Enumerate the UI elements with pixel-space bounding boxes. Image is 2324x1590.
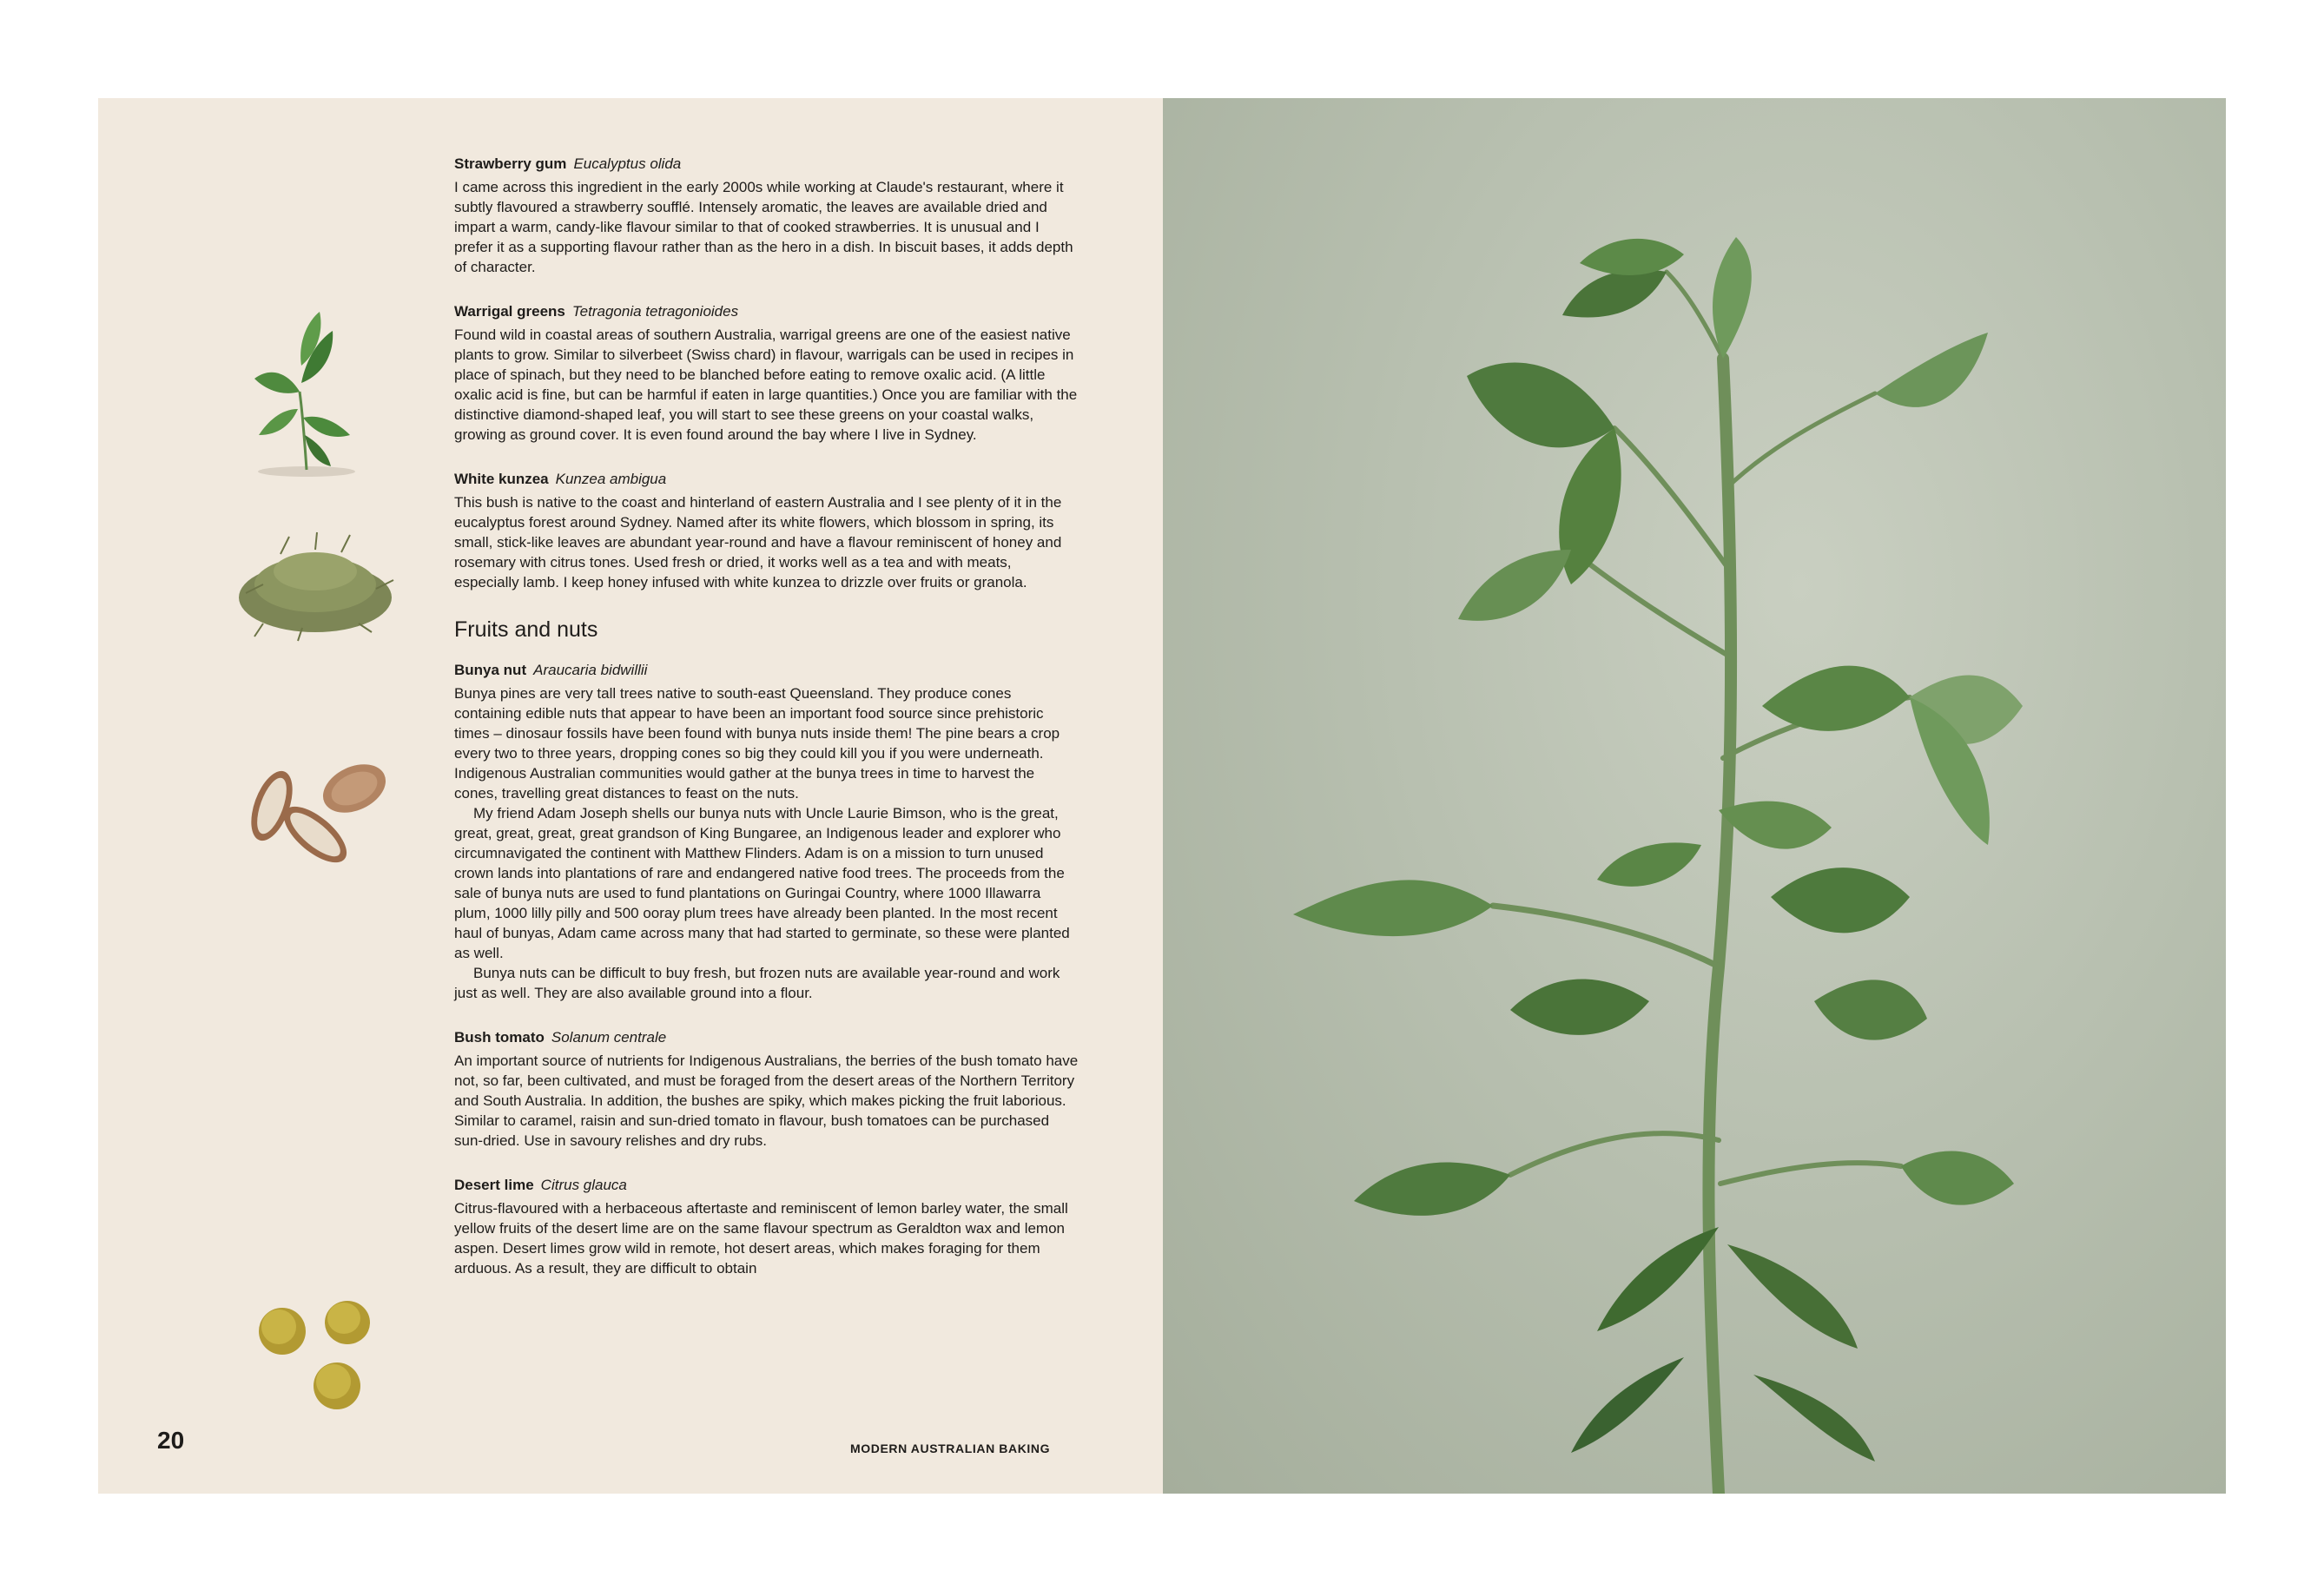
text-column: [454, 154, 1079, 1303]
latin-name: Citrus glauca: [540, 1177, 627, 1193]
desert-lime-illustration: [250, 1283, 389, 1414]
entry-paragraph: This bush is native to the coast and hinterland of eastern Australia and I see plenty of it in the eucalyptus forest around Sydney. Named after its white flowers, which blossom in spring, its small, stick-like leaves are abundant year-round and have a flavour reminiscent of honey and rosemary with citrus tones. Used fresh or dried, it works well as a tea and with meats, especially lamb. I keep honey infused with white kunzea to drizzle over fruits or granola.: [454, 494, 1062, 590]
latin-name: Solanum centrale: [551, 1029, 667, 1046]
entry-title: [454, 469, 1079, 490]
entry-paragraph: Citrus-flavoured with a herbaceous aftertaste and reminiscent of lemon barley water, the small yellow fruits of the desert lime are on the same flavour spectrum as Geraldton wax and lemon aspen. Desert limes grow wild in remote, hot desert areas, which makes foraging for them arduous. As a result, they are difficult to obtain: [454, 1200, 1068, 1277]
common-name: Desert lime: [454, 1177, 534, 1193]
running-head: MODERN AUSTRALIAN BAKING: [850, 1442, 1051, 1455]
common-name: Strawberry gum: [454, 155, 567, 172]
entry-desert-lime: [454, 1175, 1079, 1278]
entry-title: [454, 154, 1079, 175]
entry-title: [454, 1027, 1079, 1048]
book-spread: [98, 98, 2226, 1494]
entry-paragraph: My friend Adam Joseph shells our bunya nuts with Uncle Laurie Bimson, who is the great, great, great, great, great grandson of King Bungaree, an Indigenous leader and explorer who circumnavigated the continent with Matthew Flinders. Adam is on a mission to turn unused crown lands into plantations of rare and endangered native food trees. The proceeds from the sale of bunya nuts are used to fund plantations on Guringai Country, where 1000 Illawarra plum, 1000 lilly pilly and 500 ooray plum trees have already been planted. In the most recent haul of bunyas, Adam came across many that had started to germinate, so these were planted as well.: [454, 805, 1070, 961]
bunya-nut-illustration: [241, 749, 398, 880]
left-page: [98, 98, 1163, 1494]
entry-title: [454, 660, 1079, 681]
entry-warrigal-greens: [454, 301, 1079, 445]
common-name: Bush tomato: [454, 1029, 545, 1046]
entry-paragraph: I came across this ingredient in the early 2000s while working at Claude's restaurant, where it subtly flavoured a strawberry soufflé. Intensely aromatic, the leaves are available dried and impart a warm, candy-like flavour similar to that of cooked strawberries. It is unusual and I prefer it as a supporting flavour rather than as the hero in a dish. In biscuit bases, it adds depth of character.: [454, 179, 1073, 275]
white-kunzea-illustration: [228, 502, 402, 650]
entry-paragraph: Bunya nuts can be difficult to buy fresh, but frozen nuts are available year-round and work just as well. They are also available ground into a flour.: [454, 965, 1060, 1001]
right-page-photo: [1163, 98, 2226, 1494]
warrigal-greens-plant-photo: [1163, 98, 2226, 1494]
entry-paragraph: Bunya pines are very tall trees native to south-east Queensland. They produce cones containing edible nuts that appear to have been an important food source since prehistoric times – dinosaur fossils have been found with bunya nuts inside them! The pine bears a crop every two to three years, dropping cones so big they could kill you if you were underneath. Indigenous Australian communities would gather at the bunya trees in time to harvest the cones, travelling great distances to feast on the nuts.: [454, 685, 1060, 802]
latin-name: Araucaria bidwillii: [533, 662, 648, 678]
entry-paragraph: Found wild in coastal areas of southern Australia, warrigal greens are one of the easiest native plants to grow. Similar to silverbeet (Swiss chard) in flavour, warrigals can be used in recipes in place of spinach, but they need to be blanched before eating to remove oxalic acid. (A little oxalic acid is fine, but can be harmful if eaten in large quantities.) Once you are familiar with the distinctive diamond-shaped leaf, you will start to see these greens on your coastal walks, growing as ground cover. It is even found around the bay where I live in Sydney.: [454, 327, 1078, 443]
entry-bush-tomato: [454, 1027, 1079, 1151]
latin-name: Kunzea ambigua: [555, 471, 667, 487]
common-name: Bunya nut: [454, 662, 527, 678]
section-heading: Fruits and nuts: [454, 617, 598, 642]
common-name: White kunzea: [454, 471, 549, 487]
entry-white-kunzea: [454, 469, 1079, 592]
entry-paragraph: An important source of nutrients for Indigenous Australians, the berries of the bush tomato have not, so far, been cultivated, and must be foraged from the desert areas of the Northern Territory and South Australia. In addition, the bushes are spiky, which makes picking the fruit laborious. Similar to caramel, raisin and sun-dried tomato in flavour, bush tomatoes can be purchased sun-dried. Use in savoury relishes and dry rubs.: [454, 1052, 1079, 1149]
entry-bunya-nut: [454, 660, 1079, 1003]
common-name: Warrigal greens: [454, 303, 565, 320]
entry-strawberry-gum: [454, 154, 1079, 277]
page-number: 20: [157, 1427, 185, 1454]
latin-name: Tetragonia tetragonioides: [571, 303, 739, 320]
entry-title: [454, 301, 1079, 322]
latin-name: Eucalyptus olida: [573, 155, 682, 172]
entry-title: [454, 1175, 1079, 1196]
warrigal-greens-illustration: [237, 305, 376, 478]
